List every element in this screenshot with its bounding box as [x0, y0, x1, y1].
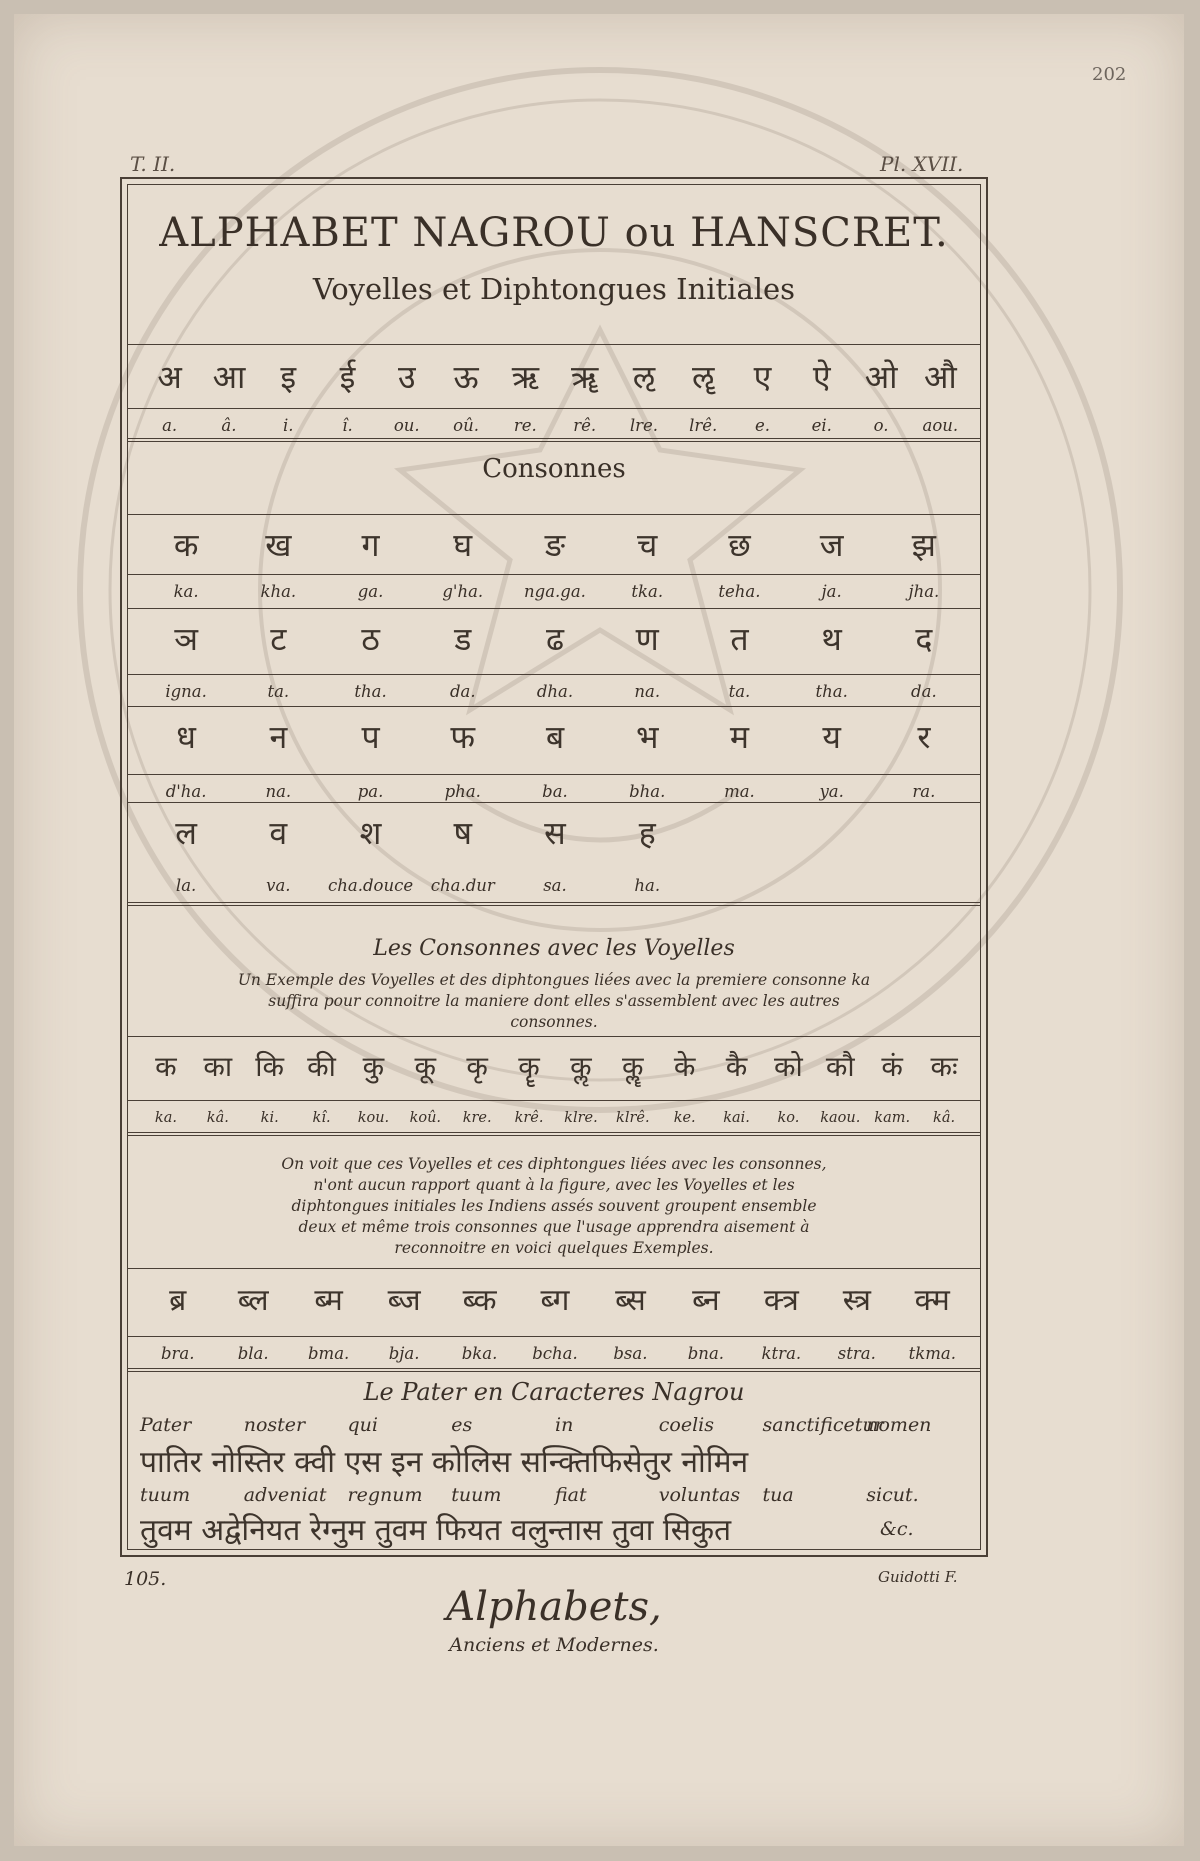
rule	[127, 408, 981, 409]
vowel-glyph: इ	[280, 358, 297, 396]
pater-latin-word: sanctificetur	[762, 1414, 884, 1436]
vowel-label: oû.	[453, 416, 479, 435]
combo-heading: Les Consonnes avec les Voyelles	[373, 936, 735, 961]
combo-label: kou.	[357, 1110, 390, 1126]
vowel-glyph: ओ	[864, 358, 898, 396]
combo-glyph: कू	[414, 1050, 437, 1083]
combo-glyph: कै	[725, 1050, 748, 1083]
plate-subtitle: Voyelles et Diphtongues Initiales	[312, 272, 796, 306]
vowel-label: re.	[513, 416, 537, 435]
consonant-glyph: भ	[635, 718, 659, 756]
rule	[127, 1036, 981, 1037]
pater-latin-word: in	[555, 1414, 574, 1436]
vowel-glyph: ऊ	[453, 358, 479, 396]
combo-glyph: का	[203, 1050, 233, 1083]
combo-label: kam.	[874, 1110, 911, 1126]
pater-latin-word: adveniat	[243, 1484, 327, 1506]
combo-glyph-row	[140, 1042, 970, 1092]
consonant-label: bha.	[629, 782, 666, 801]
consonant-glyph: ल	[175, 814, 197, 852]
consonant-label: tha.	[354, 682, 387, 701]
consonant-glyph: फ	[450, 718, 476, 756]
ligature-label: bja.	[388, 1344, 420, 1363]
consonant-glyph: द	[915, 620, 933, 658]
consonant-label: ha.	[634, 876, 661, 895]
pater-latin-word: regnum	[347, 1484, 423, 1506]
consonant-glyph: र	[917, 718, 931, 756]
consonant-label: la.	[175, 876, 197, 895]
combo-glyph: कॄ	[518, 1050, 540, 1083]
combo-glyph: को	[774, 1050, 803, 1083]
vowel-glyph: ए	[753, 358, 772, 396]
vowel-label: lre.	[629, 416, 659, 435]
pater-script-line-1: पातिर नोस्तिर क्वी एस इन कोलिस सन्क्तिफिसेतुर नोमिन	[140, 1445, 749, 1480]
consonant-glyph: य	[822, 718, 841, 756]
consonant-label: d'ha.	[165, 782, 207, 801]
vowel-label: â.	[221, 416, 237, 435]
consonant-glyph-row	[140, 520, 970, 570]
consonant-glyph: ग	[361, 526, 380, 564]
pater-latin-word: fiat	[555, 1484, 587, 1506]
combo-glyph: कृ	[466, 1050, 488, 1083]
consonant-glyph: झ	[911, 526, 936, 564]
consonant-glyph: ह	[638, 814, 656, 852]
consonant-label: tha.	[815, 682, 848, 701]
pater-latin-line-1	[140, 1414, 970, 1440]
plate-title: ALPHABET NAGROU ou HANSCRET.	[159, 210, 949, 256]
footer-subtitle: Anciens et Modernes.	[449, 1634, 659, 1656]
consonant-label: na.	[265, 782, 292, 801]
consonant-glyph: ज	[819, 526, 844, 564]
consonant-label: ya.	[819, 782, 844, 801]
consonant-label: da.	[449, 682, 476, 701]
combo-label: ki.	[260, 1110, 279, 1126]
ligature-glyph: ब्र	[169, 1283, 187, 1318]
ligature-label: bsa.	[613, 1344, 648, 1363]
vowel-label: aou.	[922, 416, 959, 435]
ligature-glyph: ब्ज	[387, 1283, 421, 1318]
pater-latin-word: noster	[243, 1414, 306, 1436]
tome-label: T. II.	[130, 152, 176, 176]
vowel-glyph: अ	[157, 358, 182, 396]
consonant-label: pa.	[357, 782, 384, 801]
vowel-glyph: आ	[212, 358, 246, 396]
vowel-label-row	[140, 412, 970, 440]
pater-latin-word: voluntas	[658, 1484, 741, 1506]
consonant-glyph: क	[173, 526, 199, 564]
ligature-glyph: ब्म	[314, 1283, 343, 1318]
consonant-glyph: ष	[453, 814, 473, 852]
pater-latin-word: tua	[762, 1484, 794, 1506]
rule	[127, 1100, 981, 1101]
consonant-glyph: ब	[545, 718, 565, 756]
combo-label: klrê.	[616, 1110, 650, 1126]
consonant-glyph: ढ	[545, 620, 564, 658]
combo-glyph: क	[155, 1050, 177, 1083]
consonant-glyph: घ	[453, 526, 473, 564]
rule-double	[127, 902, 981, 906]
pater-latin-word: tuum	[140, 1484, 191, 1506]
pater-latin-word: tuum	[451, 1484, 502, 1506]
combo-glyph: कॢ	[570, 1050, 592, 1083]
ligature-glyph: स्त्र	[842, 1283, 871, 1318]
consonant-label: ja.	[821, 582, 842, 601]
pater-latin-word: es	[451, 1414, 473, 1436]
combo-glyph: कि	[255, 1050, 285, 1083]
combo-glyph: के	[673, 1050, 696, 1083]
ligature-glyph: ब्न	[692, 1283, 720, 1318]
consonant-label-row	[140, 578, 970, 606]
consonant-label: ga.	[357, 582, 384, 601]
consonant-label: teha.	[718, 582, 761, 601]
pater-heading: Le Pater en Caracteres Nagrou	[363, 1378, 745, 1406]
footer-title: Alphabets,	[446, 1584, 662, 1630]
combo-label: kaou.	[820, 1110, 861, 1126]
consonant-glyph: ध	[176, 718, 196, 756]
consonant-label: ra.	[912, 782, 936, 801]
consonant-glyph: छ	[728, 526, 751, 564]
vowel-glyph-row	[140, 352, 970, 402]
rule	[127, 674, 981, 675]
ligature-glyph: ब्ल	[237, 1283, 269, 1318]
consonant-label: pha.	[444, 782, 481, 801]
consonant-glyph-row	[140, 614, 970, 664]
rule	[127, 802, 981, 803]
vowel-label: e.	[754, 416, 770, 435]
combo-label: kai.	[723, 1110, 750, 1126]
combo-label: ke.	[673, 1110, 696, 1126]
vowel-label: i.	[282, 416, 294, 435]
combo-label: kâ.	[206, 1110, 229, 1126]
footer-number: 105.	[124, 1568, 167, 1590]
consonant-label: da.	[911, 682, 937, 701]
consonant-label: ma.	[724, 782, 755, 801]
vowel-label: o.	[873, 416, 889, 435]
rule	[127, 514, 981, 515]
ligature-label: bra.	[160, 1344, 195, 1363]
ligature-glyph-row	[140, 1276, 970, 1326]
pater-etc: &c.	[880, 1518, 914, 1540]
ligature-label: stra.	[837, 1344, 876, 1363]
consonant-label: nga.ga.	[524, 582, 586, 601]
combo-glyph: कं	[881, 1050, 903, 1083]
combo-glyph: कः	[930, 1050, 958, 1083]
combo-label: klre.	[564, 1110, 598, 1126]
consonant-label: na.	[634, 682, 661, 701]
consonant-label: kha.	[260, 582, 297, 601]
vowel-label: ou.	[393, 416, 420, 435]
consonant-label-row	[140, 872, 970, 900]
ligature-label: bla.	[237, 1344, 269, 1363]
rule-double	[127, 1132, 981, 1136]
plate-label: Pl. XVII.	[880, 152, 964, 176]
consonant-label: ba.	[542, 782, 568, 801]
ligature-glyph: ब्क	[462, 1283, 497, 1318]
consonant-glyph: थ	[821, 620, 842, 658]
consonant-label: ta.	[267, 682, 290, 701]
rule-double	[127, 1368, 981, 1372]
consonant-glyph-row	[140, 712, 970, 762]
pater-latin-word: qui	[347, 1414, 378, 1436]
pater-latin-line-2	[140, 1484, 970, 1510]
ligature-glyph: क्म	[914, 1283, 950, 1318]
ligature-glyph: ब्ग	[540, 1283, 570, 1318]
vowel-label: rê.	[573, 416, 597, 435]
combo-glyph: कौ	[825, 1050, 855, 1083]
ligature-note: On voit que ces Voyelles et ces diphtongues liées avec les consonnes, n'ont aucun rapport quant à la figure, avec les Voyelles et les diphtongues initiales les Indiens assés souvent groupent ensemble deux et même trois consonnes que l'usage apprendra aisement à reconnoitre en voici quelques Exemples.	[281, 1155, 827, 1257]
vowel-glyph: ई	[339, 358, 356, 396]
consonant-label: ta.	[728, 682, 751, 701]
rule-double	[127, 438, 981, 442]
consonant-glyph-row	[140, 808, 970, 858]
rule	[127, 706, 981, 707]
combo-label: krê.	[514, 1110, 544, 1126]
consonant-label: g'ha.	[442, 582, 484, 601]
vowel-glyph: ऋ	[511, 358, 539, 396]
consonant-glyph: ड	[454, 620, 472, 658]
consonant-label: va.	[266, 876, 291, 895]
pater-latin-word: sicut.	[866, 1484, 919, 1506]
ligature-label: tkma.	[908, 1344, 956, 1363]
pater-script-line-2: तुवम अद्वेनियत रेग्नुम तुवम फियत वलुन्तास तुवा सिकुत	[140, 1513, 732, 1548]
consonant-glyph: ण	[635, 620, 659, 658]
consonant-label-row	[140, 678, 970, 706]
consonant-glyph: म	[729, 718, 749, 756]
consonant-glyph: स	[544, 814, 566, 852]
rule	[127, 608, 981, 609]
consonant-glyph: ङ	[544, 526, 566, 564]
consonant-glyph: त	[730, 620, 749, 658]
consonant-glyph: श	[359, 814, 382, 852]
pater-latin-word: Pater	[140, 1414, 192, 1436]
pater-latin-word: nomen	[866, 1414, 932, 1436]
rule	[127, 574, 981, 575]
consonant-glyph: ख	[265, 526, 292, 564]
combo-label: kâ.	[933, 1110, 956, 1126]
consonant-label: ka.	[173, 582, 199, 601]
ligature-label: bna.	[687, 1344, 725, 1363]
combo-label: kre.	[462, 1110, 492, 1126]
combo-label: ka.	[154, 1110, 177, 1126]
ligature-label: bka.	[461, 1344, 498, 1363]
vowel-glyph: ॠ	[570, 358, 599, 396]
vowel-glyph: औ	[923, 358, 957, 396]
combo-glyph: कॣ	[622, 1050, 644, 1083]
combo-label: koû.	[409, 1110, 442, 1126]
rule	[127, 344, 981, 345]
ligature-label: ktra.	[761, 1344, 802, 1363]
rule	[127, 1268, 981, 1269]
consonant-label: tka.	[631, 582, 664, 601]
engraver-signature: Guidotti F.	[878, 1568, 958, 1586]
combo-label: ko.	[777, 1110, 800, 1126]
consonant-label: cha.douce	[328, 876, 414, 895]
combo-label-row	[140, 1104, 970, 1132]
vowel-label: lrê.	[689, 416, 718, 435]
vowel-glyph: ॡ	[692, 358, 715, 396]
rule	[127, 774, 981, 775]
vowel-label: a.	[162, 416, 178, 435]
consonants-heading: Consonnes	[482, 454, 626, 484]
consonant-glyph: न	[269, 718, 288, 756]
combo-label: kî.	[312, 1110, 331, 1126]
pater-latin-word: coelis	[658, 1414, 714, 1436]
ligature-label: bcha.	[532, 1344, 578, 1363]
vowel-glyph: ऌ	[632, 358, 656, 396]
consonant-label: cha.dur	[430, 876, 495, 895]
consonant-label: sa.	[543, 876, 567, 895]
vowel-glyph: उ	[398, 358, 416, 396]
combo-note: Un Exemple des Voyelles et des diphtongues liées avec la premiere consonne ka suffira pour connoitre la maniere dont elles s'assemblent avec les autres consonnes.	[237, 971, 871, 1031]
page-number: 202	[1092, 64, 1127, 85]
consonant-glyph: च	[637, 526, 658, 564]
ligature-glyph: ब्स	[615, 1283, 646, 1318]
combo-glyph: कु	[362, 1050, 385, 1083]
combo-glyph: की	[307, 1050, 336, 1083]
consonant-glyph: प	[361, 718, 380, 756]
consonant-label: igna.	[165, 682, 207, 701]
consonant-glyph: ट	[270, 620, 287, 658]
ligature-glyph: क्त्र	[763, 1283, 799, 1318]
consonant-glyph: व	[269, 814, 288, 852]
consonant-label: dha.	[536, 682, 574, 701]
consonant-glyph: ञ	[174, 620, 198, 658]
vowel-label: î.	[342, 416, 353, 435]
vowel-label: ei.	[811, 416, 832, 435]
ligature-label: bma.	[307, 1344, 350, 1363]
vowel-glyph: ऐ	[812, 358, 831, 396]
consonant-label: jha.	[908, 582, 940, 601]
ligature-label-row	[140, 1340, 970, 1368]
rule	[127, 1336, 981, 1337]
consonant-glyph: ठ	[361, 620, 380, 658]
